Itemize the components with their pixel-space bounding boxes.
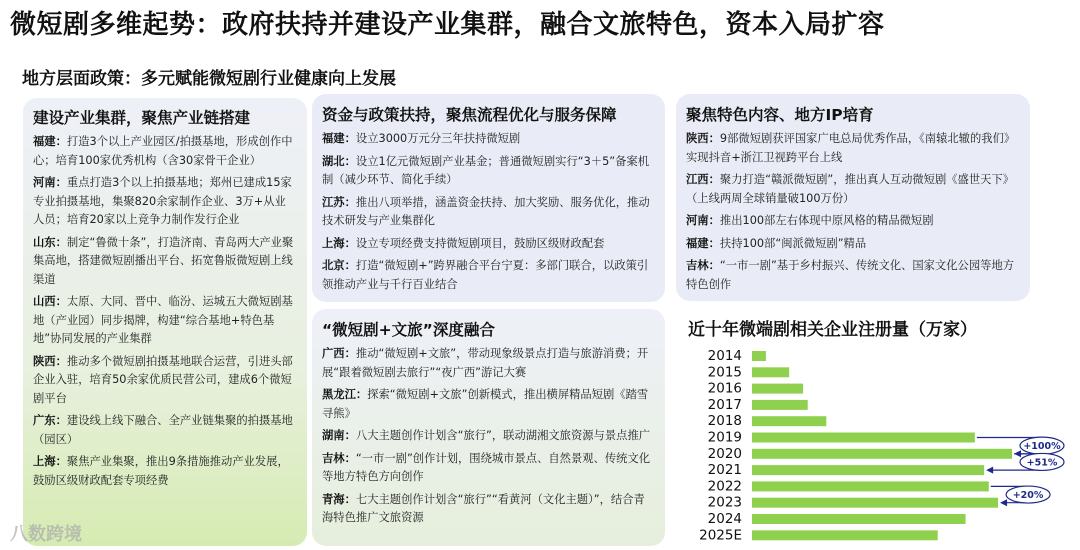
funding-policy-card (312, 94, 665, 302)
card-heading: 建设产业集群，聚焦产业链搭建 (33, 109, 251, 127)
region-label: 福建： (322, 132, 356, 145)
bar-2020 (752, 449, 1012, 459)
region-label: 河南： (33, 176, 67, 189)
policy-text: 打造“微短剧+”跨界融合平台宁夏：多部门联合，以政策引领推动产业与千行百业结合 (322, 259, 649, 291)
industry-cluster-card (23, 98, 307, 546)
policy-list (686, 130, 1020, 294)
bar-2023 (752, 498, 998, 508)
policy-item (33, 353, 297, 409)
region-label: 河南： (686, 214, 720, 227)
region-label: 上海： (33, 455, 67, 468)
policy-item (322, 491, 655, 528)
growth-label: +51% (1026, 457, 1058, 469)
region-label: 湖北： (322, 154, 356, 168)
policy-item (322, 235, 655, 254)
policy-text: 建设线上线下融合、全产业链集聚的拍摄基地（园区） (33, 414, 293, 446)
policy-text: 推出八项举措，涵盖资金扶持、加大奖励、服务优化，推动技术研发与产业集群化 (322, 195, 650, 227)
policy-text: 设立1亿元微短剧产业基金；普通微短剧实行“3＋5”备案机制（减少环节、简化手续） (322, 154, 650, 186)
bar-2024 (752, 514, 966, 524)
policy-text: 探索“微短剧+文旅”创新模式，推出横屏精品短剧《踏雪寻熊》 (322, 388, 649, 420)
policy-item (33, 133, 297, 170)
year-tick-label: 2023 (707, 494, 742, 511)
bar-2025E (752, 530, 938, 540)
region-label: 山东： (33, 235, 67, 249)
bar-2019 (752, 433, 975, 443)
year-tick-label: 2024 (707, 511, 742, 527)
chart-title: 近十年微端剧相关企业注册量（万家） (688, 320, 977, 340)
policy-item (33, 453, 297, 490)
policy-item (686, 257, 1020, 294)
region-label: 青海： (322, 492, 356, 506)
policy-list (33, 133, 297, 490)
growth-label: +100% (1023, 441, 1061, 453)
arrow-head-icon (1000, 499, 1007, 506)
policy-text: “一市一剧”创作计划，围绕城市景点、自然景观、传统文化等地方特色方向创作 (322, 451, 651, 483)
policy-text: 设立3000万元分三年扶持微短剧 (355, 132, 521, 145)
region-label: 陕西： (686, 132, 720, 145)
policy-item (322, 427, 655, 446)
year-tick-label: 2014 (707, 348, 742, 364)
card-heading: 聚焦特色内容、地方IP培育 (686, 106, 874, 124)
year-tick-label: 2021 (707, 462, 742, 479)
region-label: 福建： (686, 236, 720, 250)
policy-text: 聚力打造“赣派微短剧”，推出真人互动微短剧《盛世天下》（上线两周全球销量破100万份） (686, 173, 1015, 205)
region-label: 江西： (686, 173, 720, 186)
policy-item (686, 130, 1020, 167)
policy-text: 聚焦产业集聚，推出9条措施推动产业发展，鼓励区级财政配套专项经费 (33, 455, 289, 487)
policy-text: 9部微短剧获评国家广电总局优秀作品，《南辕北辙的我们》实现抖音+浙江卫视跨平台上线 (686, 132, 1016, 164)
bar-2022 (752, 481, 989, 491)
policy-text: 八大主题创作计划含“旅行”，联动湖湘文旅资源与景点推广 (355, 429, 651, 442)
policy-item (686, 235, 1020, 254)
region-label: 江苏： (322, 195, 356, 209)
policy-text: 推出100部左右体现中原风格的精品微短剧 (719, 214, 934, 227)
policy-item (322, 194, 655, 231)
registration-bar-chart (690, 344, 1078, 550)
policy-text: 制定“鲁微十条”，打造济南、青岛两大产业聚集高地，搭建微短剧播出平台、拓宽鲁版微短剧上线渠道 (33, 235, 294, 286)
year-tick-label: 2022 (707, 478, 742, 495)
region-label: 吉林： (322, 451, 356, 465)
year-tick-label: 2019 (707, 429, 742, 446)
watermark-logo: 八数跨境 (10, 524, 82, 545)
policy-item (322, 386, 655, 423)
arrow-head-icon (986, 467, 993, 474)
policy-text: 扶持100部“闽派微短剧”精品 (719, 236, 867, 250)
year-tick-label: 2015 (707, 364, 742, 381)
year-tick-label: 2017 (707, 396, 742, 413)
bar-2021 (752, 465, 984, 475)
region-label: 山西： (33, 295, 67, 308)
policy-item (322, 153, 655, 190)
policy-text: 打造3个以上产业园区/拍摄基地，形成创作中心；培育100家优秀机构（含30家骨干企业） (33, 135, 293, 167)
bar-2014 (752, 351, 766, 361)
region-label: 福建： (33, 135, 67, 148)
policy-item (686, 212, 1020, 231)
region-label: 陕西： (33, 354, 67, 368)
bar-2015 (752, 367, 789, 377)
policy-text: 推动“微短剧+文旅”，带动现象级景点打造与旅游消费；开展“跟着微短剧去旅行”“夜广西”游记大赛 (322, 347, 649, 379)
policy-list (322, 130, 655, 294)
card-heading: “微短剧+文旅”深度融合 (322, 321, 495, 339)
year-tick-label: 2016 (707, 380, 742, 397)
policy-item (33, 234, 297, 290)
policy-list (322, 345, 655, 528)
year-tick-label: 2025E (699, 527, 742, 544)
policy-item (322, 257, 655, 294)
policy-item (686, 171, 1020, 208)
policy-item (33, 174, 297, 230)
region-label: 黑龙江： (322, 388, 368, 401)
policy-text: 重点打造3个以上拍摄基地；郑州已建成15家专业拍摄基地，集聚820余家制作企业、3万+从业人员；培育20家以上竞争力制作发行企业 (33, 176, 292, 226)
policy-item (33, 293, 297, 349)
region-label: 湖南： (322, 429, 356, 442)
page-title: 微短剧多维起势：政府扶持并建设产业集群，融合文旅特色，资本入局扩容 (10, 10, 885, 40)
region-label: 广西： (322, 347, 356, 360)
region-label: 上海： (322, 236, 356, 250)
policy-text: “一市一剧”基于乡村振兴、传统文化、国家文化公园等地方特色创作 (686, 259, 1015, 291)
policy-item (33, 412, 297, 449)
section-subtitle: 地方层面政策：多元赋能微短剧行业健康向上发展 (22, 69, 396, 89)
policy-item (322, 130, 655, 149)
tourism-card (312, 309, 665, 546)
card-heading: 资金与政策扶持，聚焦流程优化与服务保障 (322, 106, 617, 124)
bar-2016 (752, 384, 803, 394)
policy-text: 太原、大同、晋中、临汾、运城五大微短剧基地（产业园）同步揭牌，构建“综合基地+特色基地”协同发展的产业集群 (33, 295, 293, 345)
region-label: 北京： (322, 259, 356, 272)
bar-2018 (752, 416, 826, 426)
local-ip-card (676, 94, 1030, 301)
policy-item (322, 345, 655, 382)
growth-label: +20% (1012, 490, 1044, 502)
bar-2017 (752, 400, 808, 410)
year-tick-label: 2020 (707, 445, 742, 462)
region-label: 吉林： (686, 259, 720, 272)
region-label: 广东： (33, 414, 67, 427)
year-tick-label: 2018 (707, 413, 742, 430)
policy-text: 设立专项经费支持微短剧项目，鼓励区级财政配套 (355, 236, 605, 250)
policy-item (322, 450, 655, 487)
policy-text: 推动多个微短剧拍摄基地联合运营，引进头部企业入驻，培育50余家优质民营公司，建成6个微短剧平台 (33, 354, 293, 405)
policy-text: 七大主题创作计划含“旅行”“看黄河（文化主题）”，结合青海特色推广文旅资源 (322, 492, 645, 524)
